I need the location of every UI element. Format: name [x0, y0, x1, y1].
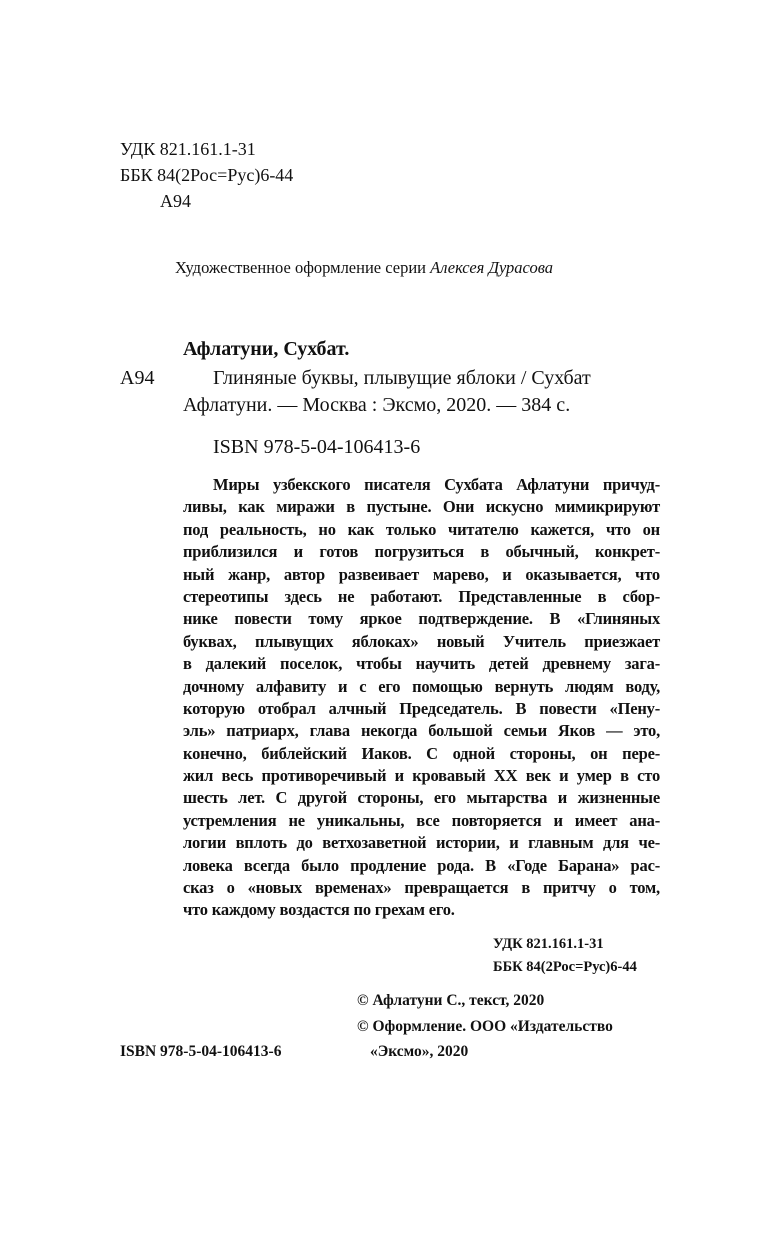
abstract-line: ловека всегда было продление рода. В «Годе Барана» рас-	[183, 855, 660, 875]
abstract-line: буквах, плывущих яблоках» новый Учитель приезжает	[183, 631, 660, 651]
abstract-line: под реальность, но как только читателю кажется, что он	[183, 519, 660, 539]
abstract-line: Миры узбекского писателя Сухбата Афлатуни причуд-	[213, 475, 660, 494]
record-title-line1: Глиняные буквы, плывущие яблоки / Сухбат	[213, 367, 591, 389]
abstract-line: ный жанр, автор развеивает марево, и оказывается, что	[183, 564, 660, 584]
design-credit-label: Художественное оформление серии	[175, 258, 431, 277]
abstract	[183, 474, 660, 922]
record-author: Афлатуни, Сухбат.	[183, 338, 350, 360]
abstract-line: в далекий поселок, чтобы научить детей древнему зага-	[183, 654, 660, 674]
abstract-line: устремления не уникальны, все повторяется и имеет ана-	[183, 810, 660, 830]
abstract-line: нике повести тому яркое подтверждение. В «Глиняных	[183, 609, 660, 629]
record-title-line2: Афлатуни. — Москва : Эксмо, 2020. — 384 с.	[183, 394, 571, 416]
record-code: А94	[120, 367, 155, 389]
abstract-line: дочному алфавиту и с его помощью вернуть людям воду,	[183, 676, 660, 696]
footer-bbk: ББК 84(2Рос=Рус)6-44	[493, 959, 637, 975]
abstract-line: шесть лет. С другой стороны, его мытарства и жизненные	[183, 788, 660, 808]
abstract-line: приблизился и готов погрузиться в обычный, конкрет-	[183, 542, 660, 562]
copyright-text: © Афлатуни С., текст, 2020	[357, 992, 545, 1009]
designer-name: Алексея Дурасова	[430, 258, 554, 277]
abstract-line: которую отобрал алчный Председатель. В повести «Пену-	[183, 698, 660, 718]
author-sign: А94	[160, 191, 191, 211]
abstract-line: стереотипы здесь не работают. Представленные в сбор-	[183, 586, 660, 606]
copyright-design: © Оформление. ООО «Издательство	[357, 1018, 613, 1035]
copyright-publisher: «Эксмо», 2020	[370, 1043, 469, 1060]
footer-isbn: ISBN 978-5-04-106413-6	[120, 1043, 282, 1060]
abstract-line: конечно, библейский Иаков. С одной стороны, он пере-	[183, 743, 660, 763]
bbk-code: ББК 84(2Рос=Рус)6-44	[120, 165, 294, 185]
abstract-line: логии вплоть до ветхозаветной истории, и главным для че-	[183, 833, 660, 853]
abstract-line: ливы, как миражи в пустыне. Они искусно мимикрируют	[183, 497, 660, 517]
abstract-line: жил весь противоречивый и кровавый XX век и умер в сто	[183, 766, 660, 786]
abstract-line: что каждому воздастся по грехам его.	[183, 900, 455, 920]
record-isbn: ISBN 978-5-04-106413-6	[213, 436, 421, 458]
design-credit	[175, 260, 553, 277]
footer-udk: УДК 821.161.1-31	[493, 936, 604, 952]
abstract-line: эль» патриарх, глава некогда большой семьи Яков — это,	[183, 721, 660, 741]
abstract-line: сказ о «новых временах» превращается в притчу о том,	[183, 878, 660, 898]
udk-code: УДК 821.161.1-31	[120, 139, 256, 159]
